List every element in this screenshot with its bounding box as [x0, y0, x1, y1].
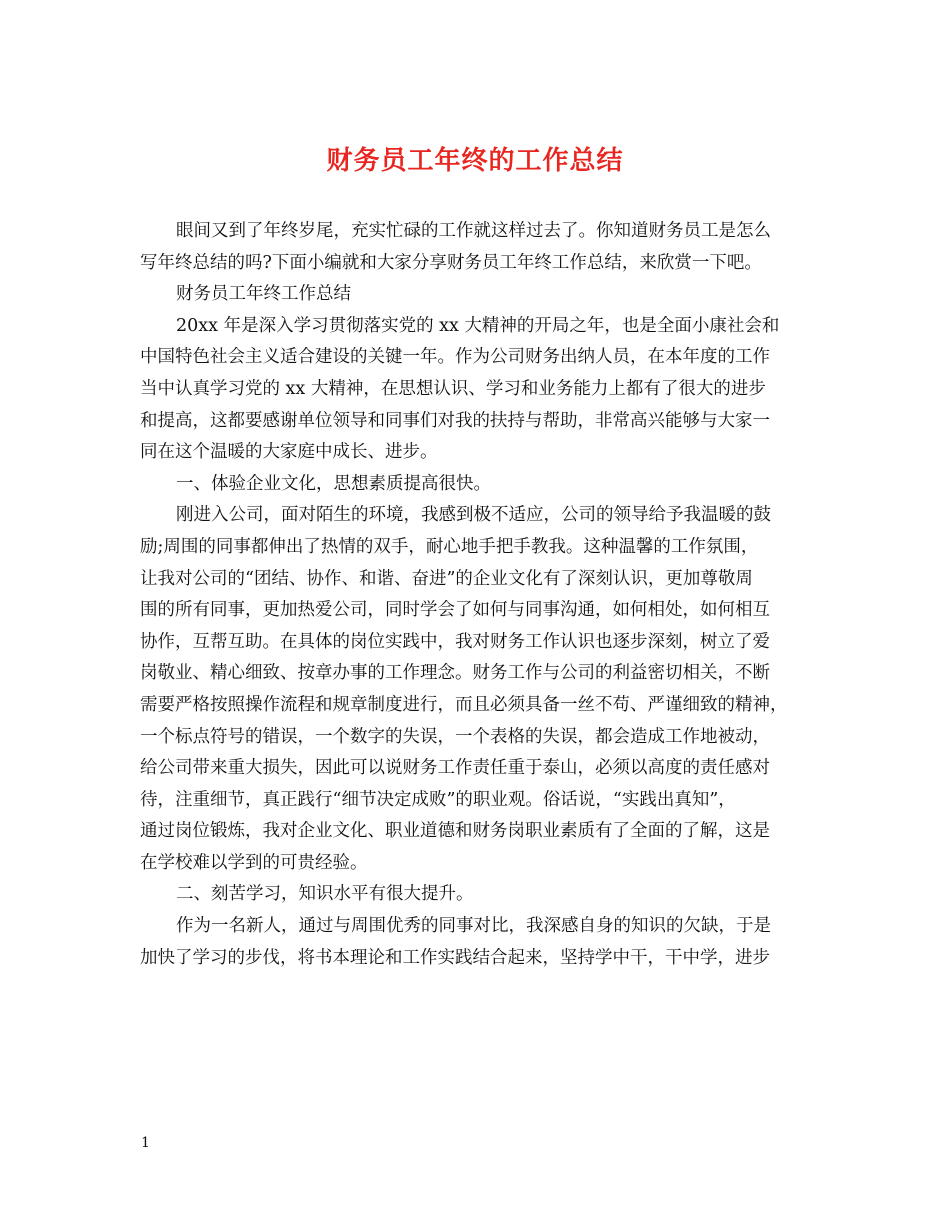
text-line: 写年终总结的吗?下面小编就和大家分享财务员工年终工作总结，来欣赏一下吧。: [140, 252, 762, 273]
text-line: 励;周围的同事都伸出了热情的双手，耐心地手把手教我。这种温馨的工作氛围，: [140, 536, 759, 557]
text-line: 20xx 年是深入学习贯彻落实党的 xx 大精神的开局之年，也是全面小康社会和: [176, 315, 780, 336]
text-line: 待，注重细节，真正践行“细节决定成败”的职业观。俗话说，“实践出真知”，: [140, 789, 736, 810]
text-line: 中国特色社会主义适合建设的关键一年。作为公司财务出纳人员，在本年度的工作: [140, 347, 770, 368]
text-line: 在学校难以学到的可贵经验。: [140, 852, 368, 873]
page-number: 1: [141, 1135, 150, 1151]
text-line: 和提高，这都要感谢单位领导和同事们对我的扶持与帮助，非常高兴能够与大家一: [140, 410, 770, 431]
text-line: 协作，互帮互助。在具体的岗位实践中，我对财务工作认识也逐步深刻，树立了爱: [140, 631, 770, 652]
text-line: 眼间又到了年终岁尾，充实忙碌的工作就这样过去了。你知道财务员工是怎么: [176, 221, 771, 241]
paragraph-subtitle: [140, 279, 820, 311]
text-line: 通过岗位锻炼，我对企业文化、职业道德和财务岗职业素质有了全面的了解，这是: [140, 821, 770, 842]
text-line: 一、体验企业文化，思想素质提高很快。: [176, 473, 491, 494]
text-line: 刚进入公司，面对陌生的环境，我感到极不适应，公司的领导给予我温暖的鼓: [176, 505, 771, 526]
paragraph-section-1: [140, 500, 820, 879]
text-line: 加快了学习的步伐，将书本理论和工作实践结合起来，坚持学中干，干中学，进步: [140, 947, 770, 968]
text-line: 给公司带来重大损失，因此可以说财务工作责任重于泰山，必须以高度的责任感对: [140, 758, 770, 779]
text-line: 作为一名新人，通过与周围优秀的同事对比，我深感自身的知识的欠缺，于是: [176, 916, 771, 937]
text-line: 财务员工年终工作总结: [176, 284, 351, 305]
section-heading-1: [140, 469, 820, 501]
document-body: [140, 216, 820, 974]
text-line: 一个标点符号的错误，一个数字的失误，一个表格的失误，都会造成工作地被动，: [140, 726, 770, 747]
document-title: 财务员工年终的工作总结: [326, 146, 624, 176]
text-line: 岗敬业、精心细致、按章办事的工作理念。财务工作与公司的利益密切相关，不断: [140, 663, 770, 684]
paragraph-overview: [140, 311, 820, 469]
paragraph-section-2: [140, 911, 820, 974]
text-line: 围的所有同事，更加热爱公司，同时学会了如何与同事沟通，如何相处，如何相互: [140, 600, 770, 621]
paragraph-intro: [140, 216, 820, 279]
text-line: 同在这个温暖的大家庭中成长、进步。: [140, 442, 438, 463]
text-line: 二、刻苦学习，知识水平有很大提升。: [176, 884, 474, 905]
text-line: 当中认真学习党的 xx 大精神，在思想认识、学习和业务能力上都有了很大的进步: [140, 378, 766, 399]
text-line: 让我对公司的“团结、协作、和谐、奋进”的企业文化有了深刻认识，更加尊敬周: [140, 568, 753, 589]
section-heading-2: [140, 879, 820, 911]
text-line: 需要严格按照操作流程和规章制度进行，而且必须具备一丝不苟、严谨细致的精神，: [140, 694, 788, 715]
